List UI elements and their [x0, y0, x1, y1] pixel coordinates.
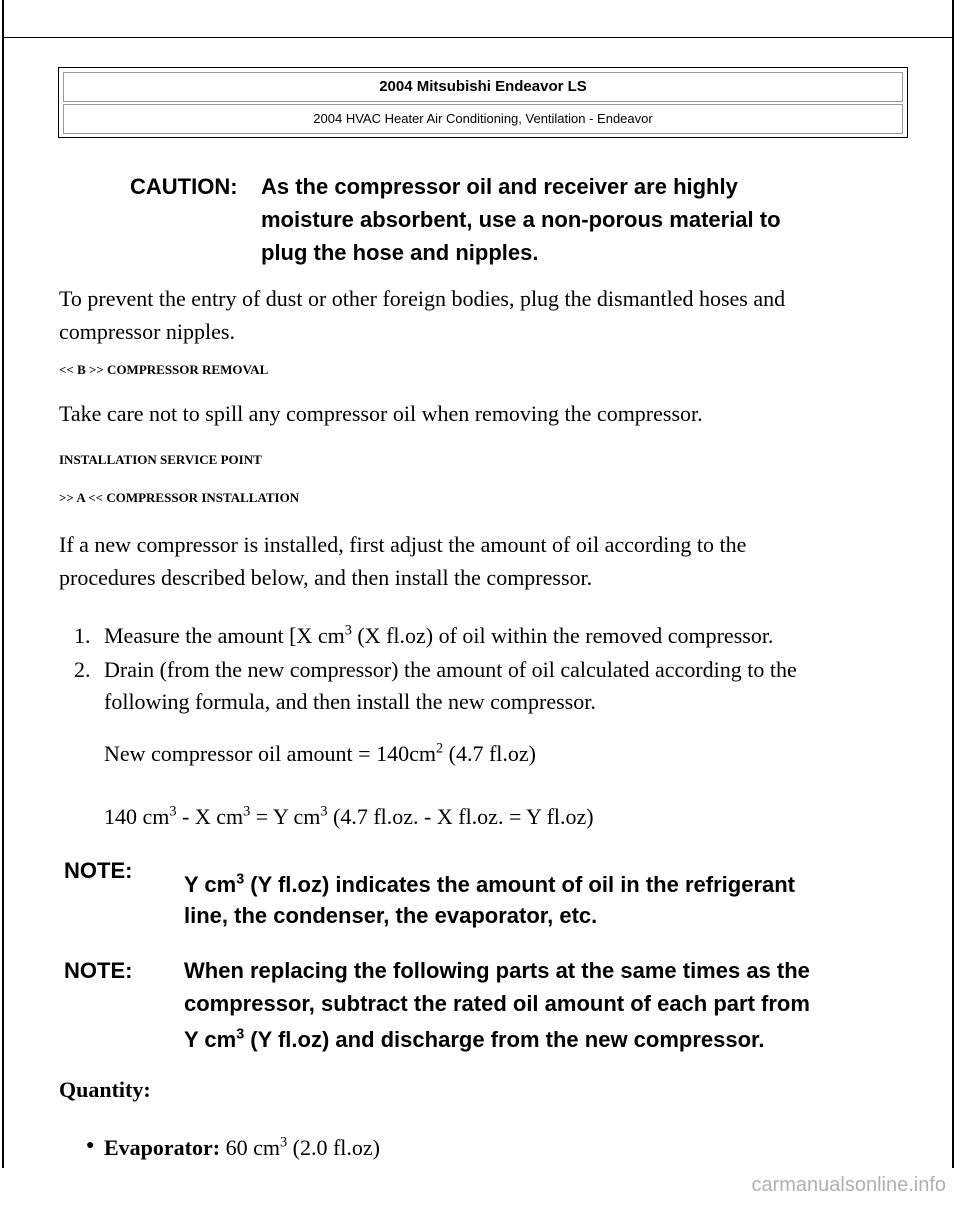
note-2-label: NOTE: [64, 958, 133, 983]
removal-text: Take care not to spill any compressor oil when removing the compressor. [59, 401, 703, 426]
step-2-line-2: following formula, and then install the new compressor. [104, 689, 596, 714]
installation-line-1: If a new compressor is installed, first adjust the amount of oil according to the [59, 532, 747, 557]
page-frame-right [952, 0, 954, 1168]
formula-calculation: 140 $cm^3$ - X $cm^3 = Y$ $cm^3$ (4.7 fl.oz. - X fl.oz. = Y fl.oz) [104, 803, 594, 829]
installation-heading: >> A << COMPRESSOR INSTALLATION [59, 490, 300, 505]
quantity-label: Quantity: [59, 1077, 151, 1102]
intro-line-1: To prevent the entry of dust or other foreign bodies, plug the dismantled hoses and [59, 286, 786, 311]
step-2-number: 2. [74, 657, 91, 682]
caution-label: CAUTION: [130, 174, 238, 199]
note-1-line-1: Y $cm^3$ (Y fl.oz) indicates the amount of oil in the refrigerant [184, 871, 795, 897]
document-title: 2004 Mitsubishi Endeavor LS [63, 72, 903, 102]
intro-line-2: compressor nipples. [59, 319, 235, 344]
note-1-label: NOTE: [64, 858, 133, 883]
bullet-icon: ● [86, 1138, 95, 1153]
step-1-text: Measure the amount [X $cm^3$ (X fl.oz) of oil within the removed compressor. [104, 622, 774, 648]
quantity-item-evaporator: Evaporator: 60 $cm^3$ (2.0 fl.oz) [104, 1134, 380, 1160]
page-frame-top [2, 37, 954, 38]
footer-watermark: carmanualsonline.info [751, 1174, 946, 1196]
caution-line-1: As the compressor oil and receiver are highly [261, 174, 738, 199]
installation-section-heading: INSTALLATION SERVICE POINT [59, 452, 262, 467]
removal-heading: << B >> COMPRESSOR REMOVAL [59, 362, 269, 377]
step-2-line-1: Drain (from the new compressor) the amount of oil calculated according to the [104, 657, 797, 682]
page-frame-left [2, 0, 4, 1168]
step-1-number: 1. [74, 623, 91, 648]
note-1-line-2: line, the condenser, the evaporator, etc. [184, 903, 598, 928]
installation-line-2: procedures described below, and then install the compressor. [59, 565, 593, 590]
note-2-line-2: compressor, subtract the rated oil amount of each part from [184, 991, 810, 1016]
note-2-line-3: Y $cm^3$ (Y fl.oz) and discharge from the new compressor. [184, 1026, 765, 1052]
formula-new-oil-amount: New compressor oil amount = $140cm^2$ (4.7 fl.oz) [104, 740, 536, 766]
caution-line-2: moisture absorbent, use a non-porous material to [261, 207, 781, 232]
caution-line-3: plug the hose and nipples. [261, 240, 539, 265]
note-2-line-1: When replacing the following parts at the same times as the [184, 958, 810, 983]
document-header [58, 67, 908, 138]
document-subtitle: 2004 HVAC Heater Air Conditioning, Ventilation - Endeavor [63, 104, 903, 134]
